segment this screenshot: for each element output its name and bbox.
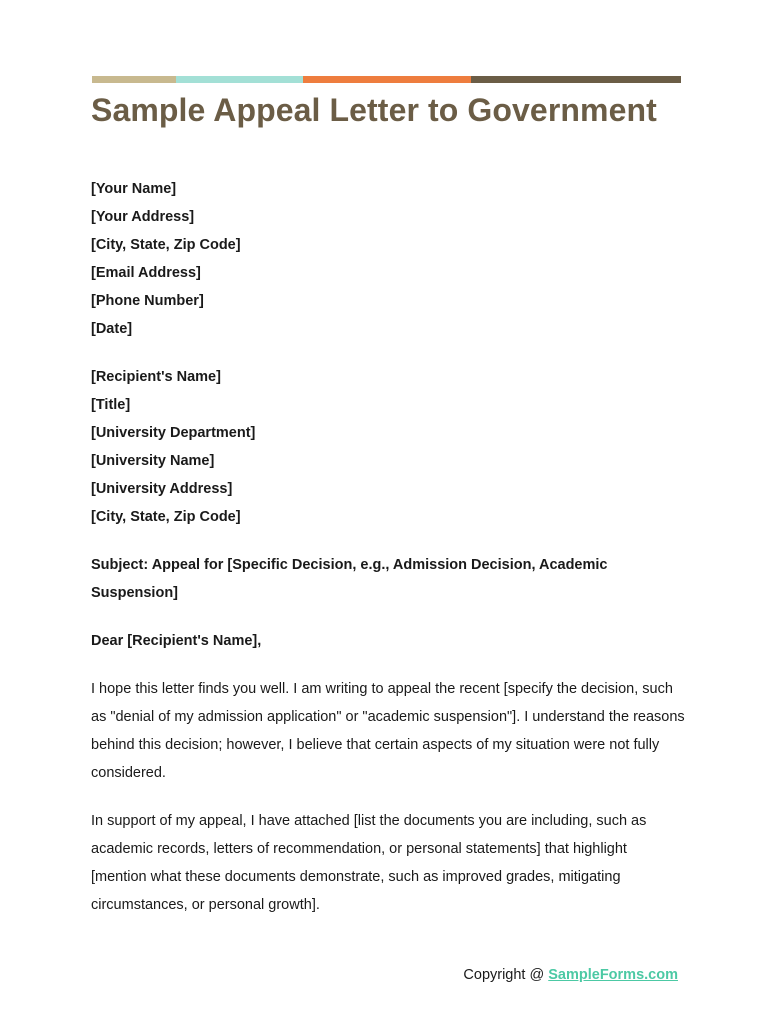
sender-address: [Your Address] xyxy=(91,209,195,225)
color-bar-segment xyxy=(471,76,681,83)
color-bar-segment xyxy=(303,76,471,83)
recipient-name: [Recipient's Name] xyxy=(91,369,221,385)
sender-address-block xyxy=(91,175,241,343)
subject-line: Subject: Appeal for [Specific Decision, e.g., Admission Decision, Academic Suspension] xyxy=(91,557,608,601)
color-bar-segment xyxy=(92,76,176,83)
sender-phone: [Phone Number] xyxy=(91,293,204,309)
color-bar-segment xyxy=(176,76,303,83)
recipient-address-block xyxy=(91,363,255,531)
body-paragraph: In support of my appeal, I have attached [list the documents you are including, such as academic records, letters of recommendation, or personal statements] that highlight [mention what these documents demonstrate, such as improved grades, mitigating circumstances, or personal growth]. xyxy=(91,813,647,913)
recipient-university: [University Name] xyxy=(91,453,215,469)
recipient-address: [University Address] xyxy=(91,481,233,497)
recipient-title: [Title] xyxy=(91,397,131,413)
recipient-city-state-zip: [City, State, Zip Code] xyxy=(91,509,241,525)
recipient-department: [University Department] xyxy=(91,425,256,441)
salutation: Dear [Recipient's Name], xyxy=(91,633,262,649)
decorative-color-bar xyxy=(92,76,681,83)
brand-link[interactable]: SampleForms.com xyxy=(548,967,678,983)
letter-date: [Date] xyxy=(91,321,133,337)
sender-name: [Your Name] xyxy=(91,181,177,197)
page-title: Sample Appeal Letter to Government xyxy=(91,92,657,128)
sender-email: [Email Address] xyxy=(91,265,201,281)
body-paragraph: I hope this letter finds you well. I am writing to appeal the recent [specify the decision, such as "denial of my admission application" or "academic suspension"]. I understand the reasons behind this decision; however, I believe that certain aspects of my situation were not fully considered. xyxy=(91,681,685,781)
footer-copyright xyxy=(463,967,678,983)
sender-city-state-zip: [City, State, Zip Code] xyxy=(91,237,241,253)
copyright-text: Copyright @ xyxy=(463,967,549,983)
